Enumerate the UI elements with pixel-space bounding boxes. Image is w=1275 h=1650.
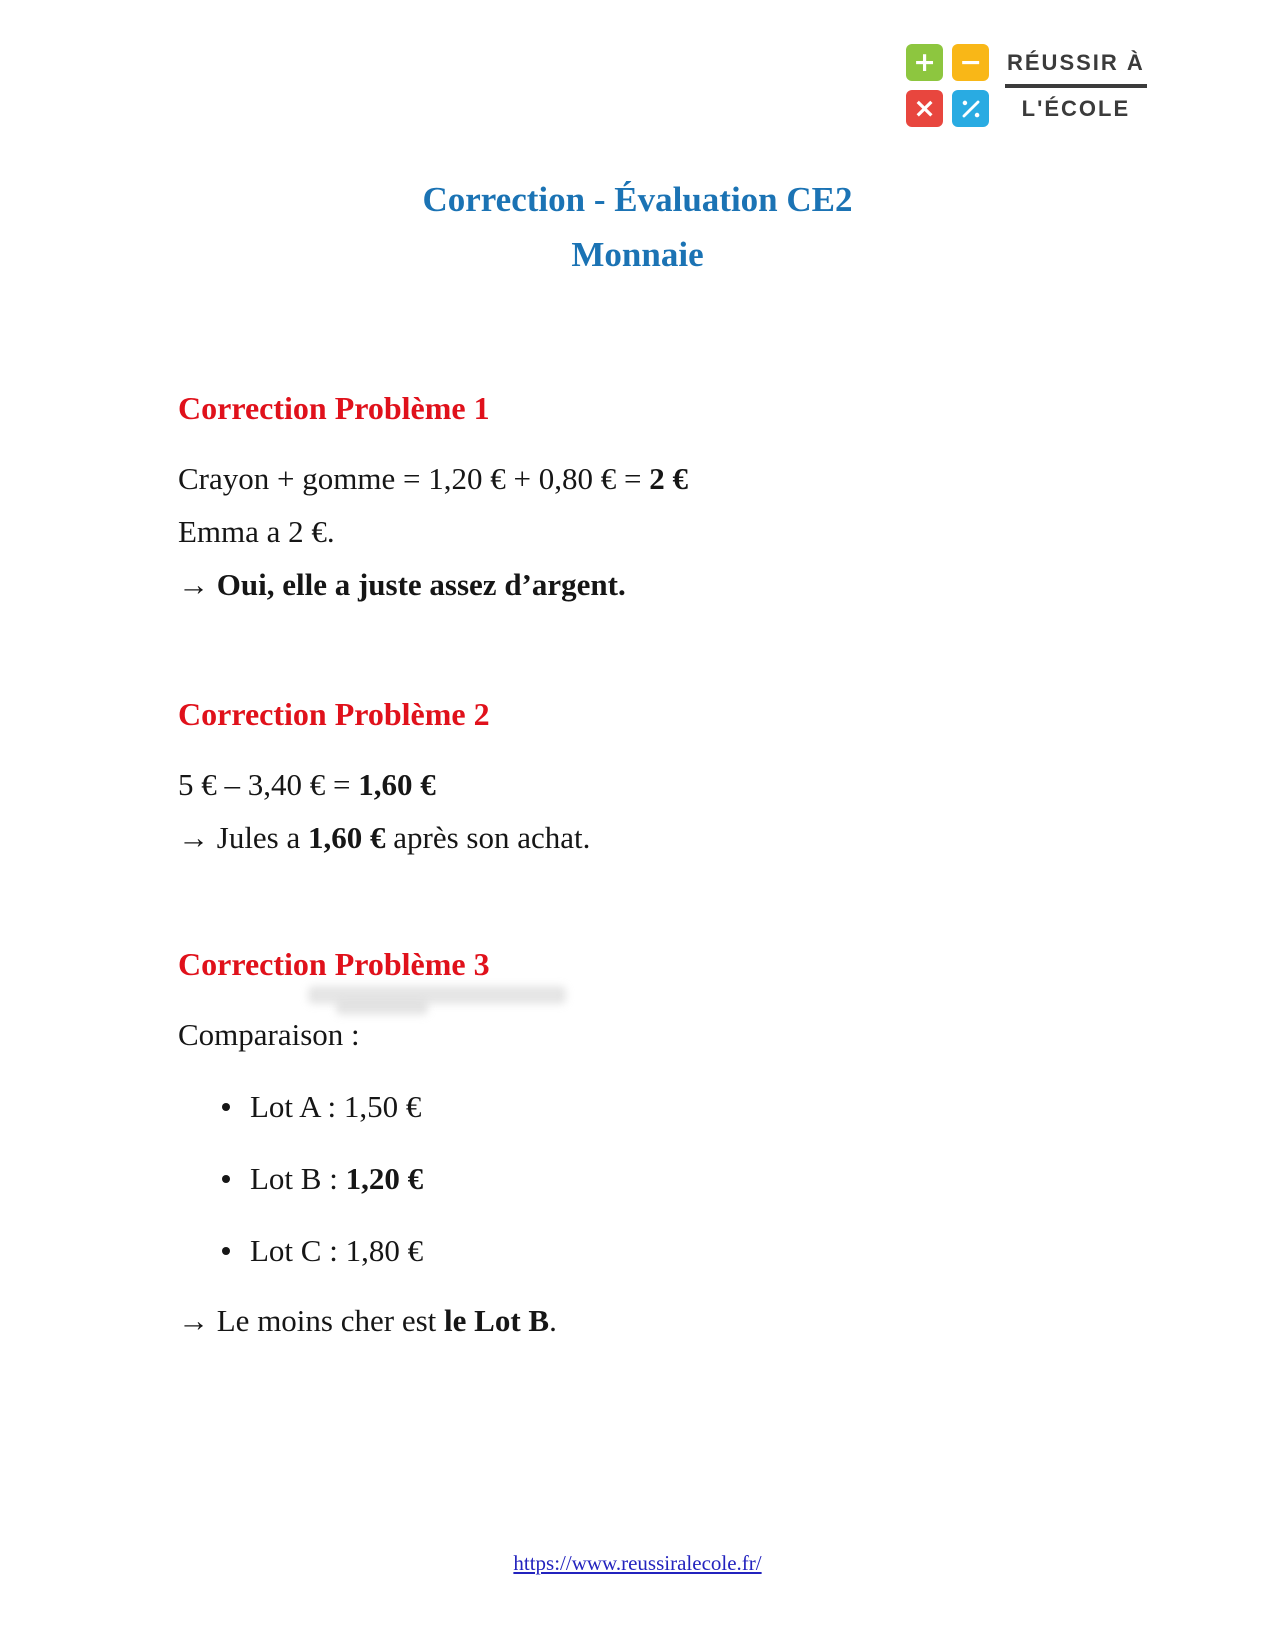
document-body [178, 382, 1125, 1347]
document-title-line1: Correction - Évaluation CE2 [422, 180, 853, 219]
conclusion-line: → Le moins cher est le Lot B. [178, 1303, 557, 1338]
answer-line: → Jules a 1,60 € après son achat. [178, 820, 591, 855]
section-heading-1: Correction Problème 1 [178, 390, 490, 426]
calc-line: 5 € – 3,40 € = 1,60 € [178, 767, 436, 802]
section-heading-2: Correction Problème 2 [178, 696, 490, 732]
bullet-icon [222, 1175, 230, 1183]
section-probleme-1 [178, 382, 1125, 611]
page-footer [0, 1551, 1275, 1576]
bullet-icon [222, 1103, 230, 1111]
divide-icon [952, 90, 989, 127]
bullet-icon [222, 1247, 230, 1255]
answer-line: → Oui, elle a juste assez d’argent. [178, 567, 626, 602]
calc-line: Crayon + gomme = 1,20 € + 0,80 € = 2 € [178, 461, 688, 496]
section-probleme-2 [178, 688, 1125, 864]
lot-c-text: Lot C : 1,80 € [250, 1233, 424, 1268]
document-title-line2: Monnaie [571, 235, 704, 274]
brand-name-bottom: L'ÉCOLE [1021, 95, 1131, 121]
lot-b-text: Lot B : 1,20 € [250, 1161, 424, 1196]
document-title [0, 0, 1275, 282]
statement-line: Emma a 2 €. [178, 514, 335, 549]
multiply-icon: × [906, 90, 943, 127]
section-heading-3: Correction Problème 3 [178, 946, 490, 982]
brand-logo [906, 44, 1147, 127]
list-item-lot-b [222, 1152, 1125, 1205]
brand-name-top: RÉUSSIR À [1005, 50, 1147, 88]
lot-a-text: Lot A : 1,50 € [250, 1089, 422, 1124]
website-link[interactable]: https://www.reussiralecole.fr/ [513, 1551, 762, 1575]
list-item-lot-a [222, 1080, 1125, 1133]
minus-icon: − [952, 44, 989, 81]
brand-name [1005, 50, 1147, 122]
comparison-label: Comparaison : [178, 1017, 360, 1052]
lots-list [178, 1080, 1125, 1277]
calc-tiles-logo [906, 44, 989, 127]
plus-icon: + [906, 44, 943, 81]
section-probleme-3 [178, 938, 1125, 1347]
list-item-lot-c [222, 1224, 1125, 1277]
